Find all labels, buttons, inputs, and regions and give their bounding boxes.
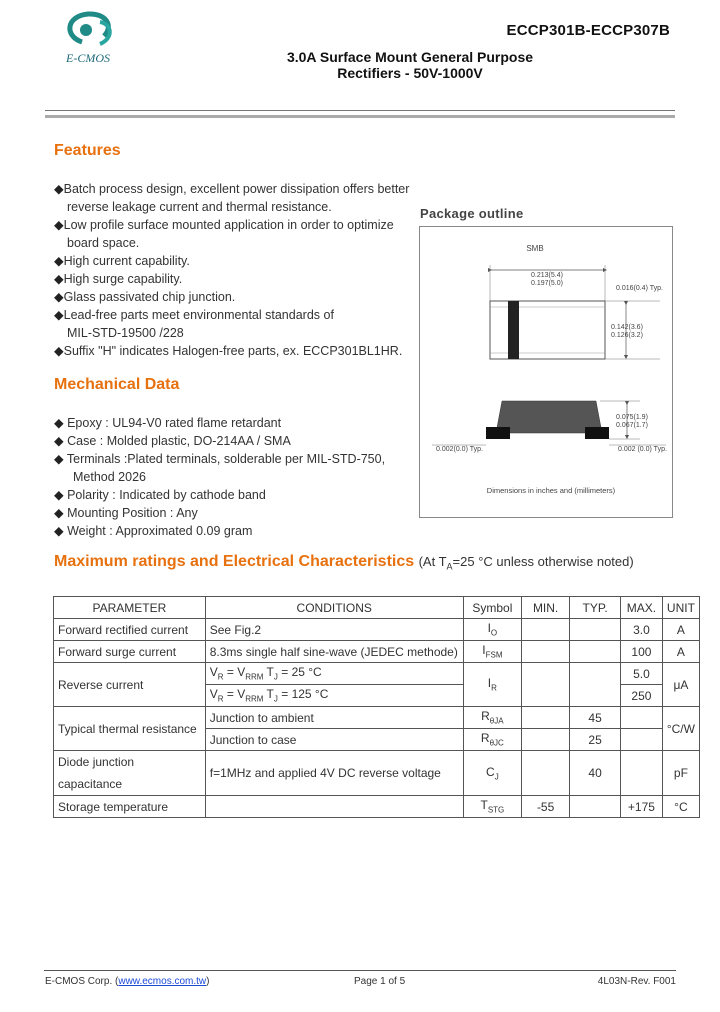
company-logo [42,8,134,72]
header-symbol: Symbol [463,597,521,619]
package-drawing [420,227,674,519]
max-cell: 3.0 [621,619,663,641]
condition-cell: Junction to ambient [205,707,463,729]
max-cell: +175 [621,796,663,818]
symbol-cell: $I_{FSM}$ [463,641,521,663]
feature-text: Low profile surface mounted application in order to optimize [63,218,394,232]
param-cell: Reverse current [54,663,206,707]
mechanical-item [54,432,291,450]
package-outline-title: Package outline [420,206,524,221]
footer-page-number: Page 1 of 5 [354,976,406,987]
mechanical-item [54,486,266,504]
footer-revision: 4L03N-Rev. F001 [597,976,676,987]
feature-item [54,234,139,252]
max-cell: 5.0 [621,663,663,685]
param-cell: Forward rectified current [54,619,206,641]
mechanical-heading: Mechanical Data [54,376,180,393]
feature-item [54,270,182,288]
feature-item [54,288,235,306]
diamond-bullet-icon: ◆ [54,344,64,358]
diamond-bullet-icon: ◆ [54,218,64,232]
unit-cell: °C [662,796,699,818]
unit-cell: μA [662,663,699,707]
mechanical-item [54,522,252,540]
dim-length-max: 0.213(5.4) [531,272,563,279]
param-cell: Diode junction capacitance [54,751,206,796]
min-cell [522,707,570,729]
feature-text: Suffix "H" indicates Halogen-free parts, ex. ECCP301BL1HR. [63,344,403,358]
max-cell [621,729,663,751]
table-row [54,796,700,818]
diamond-bullet-icon: ◆ [54,488,64,502]
symbol-cell: $R_{\theta JA}$ [463,707,521,729]
subtitle-line-1: 3.0A Surface Mount General Purpose [286,49,534,65]
mechanical-item [54,504,198,522]
header-max: MAX. [621,597,663,619]
dim-lead-left: 0.002(0.0) Typ. [436,446,483,453]
feature-text: reverse leakage current and thermal resistance. [67,200,332,214]
dim-band: 0.016(0.4) Typ. [616,285,663,292]
diamond-bullet-icon: ◆ [54,272,64,286]
mechanical-text: Case : Molded plastic, DO-214AA / SMA [63,434,291,448]
feature-text: Lead-free parts meet environmental standards of [63,308,334,322]
diamond-bullet-icon: ◆ [54,434,64,448]
package-outline-box [419,226,673,518]
table-row [54,707,700,729]
ratings-note: (At $T_A=25$ °C unless otherwise noted) [418,554,634,572]
header-rule-bottom [45,115,675,118]
feature-item [54,252,190,270]
feature-text: High surge capability. [63,272,183,286]
typ-cell [570,796,621,818]
mechanical-text: Weight : Approximated 0.09 gram [63,524,253,538]
max-cell [621,707,663,729]
param-cell: Storage temperature [54,796,206,818]
min-cell [522,751,570,796]
condition-cell: Junction to case [205,729,463,751]
symbol-cell: $C_J$ [463,751,521,796]
condition-cell: $V_R = V_{RRM}$ $T_J = 25$ °C [205,663,463,685]
header-conditions: CONDITIONS [205,597,463,619]
min-cell [522,663,570,707]
unit-cell: °C/W [662,707,699,751]
dim-height-min: 0.067(1.7) [616,422,648,429]
condition-cell: 8.3ms single half sine-wave (JEDEC methode) [205,641,463,663]
table-row [54,751,700,796]
mechanical-text: Mounting Position : Any [63,506,198,520]
condition-cell: $V_R = V_{RRM}$ $T_J = 125$ °C [205,685,463,707]
symbol-cell: $I_O$ [463,619,521,641]
mechanical-text: Method 2026 [73,470,146,484]
ratings-title: Maximum ratings and Electrical Characteristics [54,553,415,570]
diamond-bullet-icon: ◆ [54,524,64,538]
feature-item [54,198,332,216]
param-cell: Forward surge current [54,641,206,663]
unit-cell: pF [662,751,699,796]
unit-cell: A [662,641,699,663]
header-rule-top [45,110,675,111]
footer-company: E-CMOS Corp. (www.ecmos.com.tw) [45,976,210,987]
symbol-cell: $R_{\theta JC}$ [463,729,521,751]
min-cell: -55 [522,796,570,818]
unit-cell: A [662,619,699,641]
typ-cell [570,641,621,663]
cathode-band [508,301,519,359]
company-website-link[interactable]: www.ecmos.com.tw [118,976,207,987]
feature-item [54,342,402,360]
mechanical-text: Epoxy : UL94-V0 rated flame retardant [63,416,282,430]
typ-cell: 25 [570,729,621,751]
mechanical-item [54,468,146,486]
mechanical-text: Polarity : Indicated by cathode band [63,488,266,502]
package-top-view [490,301,605,359]
header-typ: TYP. [570,597,621,619]
dim-width-min: 0.126(3.2) [611,332,643,339]
typ-cell [570,663,621,707]
min-cell [522,641,570,663]
table-row [54,619,700,641]
diamond-bullet-icon: ◆ [54,452,64,466]
typ-cell: 45 [570,707,621,729]
diamond-bullet-icon: ◆ [54,506,64,520]
footer-rule [44,970,676,971]
table-row [54,663,700,685]
feature-item [54,216,394,234]
dim-width-max: 0.142(3.6) [611,324,643,331]
table-row [54,641,700,663]
diamond-bullet-icon: ◆ [54,182,64,196]
package-label: SMB [526,244,544,253]
header-parameter: PARAMETER [54,597,206,619]
mechanical-item [54,450,385,468]
feature-item [54,324,184,342]
header-min: MIN. [522,597,570,619]
mechanical-text: Terminals :Plated terminals, solderable per MIL-STD-750, [63,452,386,466]
logo-swirl-icon [42,8,134,72]
max-cell [621,751,663,796]
feature-item [54,180,409,198]
table-header-row [54,597,700,619]
diamond-bullet-icon: ◆ [54,290,64,304]
dimension-note: Dimensions in inches and (millimeters) [486,486,616,495]
diamond-bullet-icon: ◆ [54,308,64,322]
min-cell [522,729,570,751]
feature-item [54,306,334,324]
max-cell: 100 [621,641,663,663]
param-cell: Typical thermal resistance [54,707,206,751]
typ-cell: 40 [570,751,621,796]
dim-length-min: 0.197(5.0) [531,280,563,287]
diamond-bullet-icon: ◆ [54,254,64,268]
dim-height-max: 0.075(1.9) [616,414,648,421]
feature-text: Glass passivated chip junction. [63,290,236,304]
min-cell [522,619,570,641]
symbol-cell: $I_R$ [463,663,521,707]
feature-text: Batch process design, excellent power dissipation offers better [63,182,410,196]
feature-text: board space. [67,236,140,250]
ratings-heading [54,553,634,572]
condition-cell: See Fig.2 [205,619,463,641]
feature-text: MIL-STD-19500 /228 [67,326,184,340]
feature-text: High current capability. [63,254,190,268]
features-heading: Features [54,142,121,159]
header-unit: UNIT [662,597,699,619]
condition-cell [205,796,463,818]
mechanical-item [54,414,281,432]
document-title: ECCP301B-ECCP307B [506,22,670,39]
diamond-bullet-icon: ◆ [54,416,64,430]
lead-right [585,427,609,439]
condition-cell: f=1MHz and applied 4V DC reverse voltage [205,751,463,796]
max-cell: 250 [621,685,663,707]
dim-lead-right: 0.002 (0.0) Typ. [618,446,667,453]
lead-left [486,427,510,439]
ratings-table [53,596,700,818]
typ-cell [570,619,621,641]
symbol-cell: $T_{STG}$ [463,796,521,818]
logo-text: E-CMOS [66,51,110,65]
subtitle-line-2: Rectifiers - 50V-1000V [337,65,483,81]
